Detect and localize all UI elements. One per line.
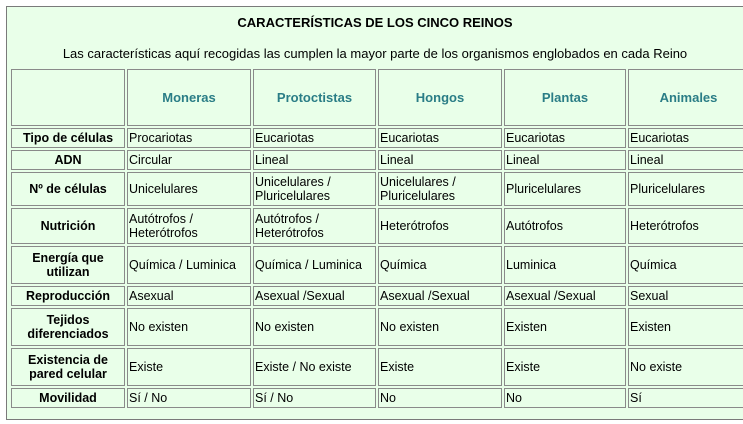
row-header: Nº de células	[11, 172, 125, 206]
table-cell: Pluricelulares	[504, 172, 626, 206]
table-cell: Sexual	[628, 286, 743, 306]
table-cell: Asexual /Sexual	[253, 286, 376, 306]
table-cell: Autótrofos	[504, 208, 626, 244]
table-cell: Unicelulares / Pluricelulares	[253, 172, 376, 206]
table-cell: Química / Luminica	[127, 246, 251, 284]
table-cell: Existen	[504, 308, 626, 346]
row-header: Existencia de pared celular	[11, 348, 125, 386]
table-cell: Sí / No	[253, 388, 376, 408]
table-cell: Lineal	[628, 150, 743, 170]
table-cell: Química	[628, 246, 743, 284]
table-cell: No existe	[628, 348, 743, 386]
table-row	[11, 208, 743, 244]
row-header: Reproducción	[11, 286, 125, 306]
page-title: CARACTERÍSTICAS DE LOS CINCO REINOS	[237, 15, 513, 30]
table-row	[11, 388, 743, 408]
table-cell: Eucariotas	[253, 128, 376, 148]
table-cell: Existe	[504, 348, 626, 386]
table-row	[11, 348, 743, 386]
table-cell: Procariotas	[127, 128, 251, 148]
table-cell: Lineal	[504, 150, 626, 170]
header-row	[11, 69, 743, 126]
table-cell: Existen	[628, 308, 743, 346]
table-row	[11, 172, 743, 206]
table-cell: Circular	[127, 150, 251, 170]
table-cell: Eucariotas	[628, 128, 743, 148]
kingdom-header: Protoctistas	[253, 69, 376, 126]
table-cell: Eucariotas	[378, 128, 502, 148]
table-cell: No	[378, 388, 502, 408]
table-cell: Autótrofos / Heterótrofos	[127, 208, 251, 244]
row-header: Tejidos diferenciados	[11, 308, 125, 346]
row-header: ADN	[11, 150, 125, 170]
page-subtitle: Las características aquí recogidas las cumplen la mayor parte de los organismos englobados en cada Reino	[62, 46, 688, 61]
table-cell: Unicelulares	[127, 172, 251, 206]
kingdom-header: Animales	[628, 69, 743, 126]
table-cell: No	[504, 388, 626, 408]
kingdom-header: Moneras	[127, 69, 251, 126]
table-cell: Existe	[378, 348, 502, 386]
table-cell: Heterótrofos	[628, 208, 743, 244]
row-header: Energía que utilizan	[11, 246, 125, 284]
table-cell: No existen	[378, 308, 502, 346]
table-cell: Pluricelulares	[628, 172, 743, 206]
table-frame	[6, 6, 743, 420]
table-cell: Asexual	[127, 286, 251, 306]
table-cell: Eucariotas	[504, 128, 626, 148]
table-cell: Sí	[628, 388, 743, 408]
table-cell: No existen	[127, 308, 251, 346]
row-header: Nutrición	[11, 208, 125, 244]
table-cell: Existe / No existe	[253, 348, 376, 386]
row-header: Tipo de células	[11, 128, 125, 148]
table-row	[11, 308, 743, 346]
table-cell: Asexual /Sexual	[378, 286, 502, 306]
kingdoms-table	[9, 67, 743, 410]
table-cell: Sí / No	[127, 388, 251, 408]
table-cell: No existen	[253, 308, 376, 346]
table-cell: Unicelulares / Pluricelulares	[378, 172, 502, 206]
table-row	[11, 286, 743, 306]
row-header: Movilidad	[11, 388, 125, 408]
table-row	[11, 150, 743, 170]
table-cell: Lineal	[253, 150, 376, 170]
table-row	[11, 128, 743, 148]
table-row	[11, 246, 743, 284]
table-cell: Lineal	[378, 150, 502, 170]
kingdom-header: Plantas	[504, 69, 626, 126]
corner-cell	[11, 69, 125, 126]
table-cell: Asexual /Sexual	[504, 286, 626, 306]
table-cell: Química / Luminica	[253, 246, 376, 284]
table-cell: Autótrofos / Heterótrofos	[253, 208, 376, 244]
kingdom-header: Hongos	[378, 69, 502, 126]
table-cell: Luminica	[504, 246, 626, 284]
table-cell: Existe	[127, 348, 251, 386]
table-cell: Heterótrofos	[378, 208, 502, 244]
table-cell: Química	[378, 246, 502, 284]
